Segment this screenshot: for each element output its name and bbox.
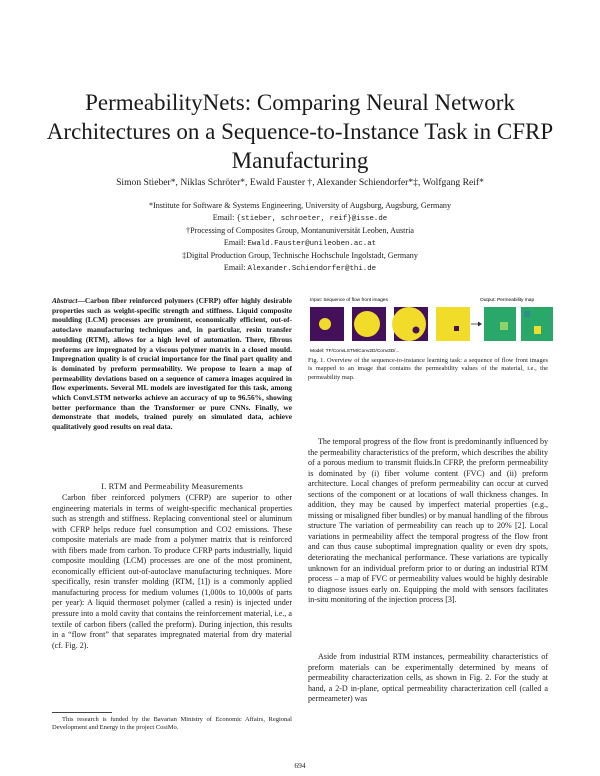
paper-title: PermeabilityNets: Comparing Neural Network Architectures on a Sequence-to-Instance Task in CFRP Manufacturing (46, 90, 554, 173)
email-2: Ewald.Fauster@unileoben.ac.at (247, 239, 377, 248)
abstract (52, 296, 292, 432)
footnote-rule (52, 712, 112, 713)
affiliation-2: †Processing of Composites Group, Montanuniversität Leoben, Austria (186, 226, 414, 236)
figure-1 (308, 294, 556, 356)
affiliation-1: *Institute for Software & Systems Engineering, University of Augsburg, Augsburg, Germany (148, 201, 452, 210)
figure-input-label: Input: Sequence of flow front images (310, 298, 388, 303)
figure-output-label: Output: Permeability map (480, 298, 535, 303)
affiliations (40, 200, 560, 276)
model-arrow-icon (471, 322, 482, 327)
email-label-1: Email: (212, 212, 235, 222)
right-paragraph-2: Aside from industrial RTM instances, permeability characteristics of preform materials can be experimentally determined by means of permeability characterization cells, as shown in Fig. 2. For the study at hand, a 2-D in-plane, optical permeability characterization cell (called a permeameter) was (308, 652, 548, 704)
page-number: 694 (294, 761, 306, 770)
email-line-1 (40, 212, 560, 226)
flow-front-frame-2 (352, 307, 386, 341)
email-3: Alexander.Schiendorfer@thi.de (247, 264, 377, 273)
email-label-2: Email: (223, 237, 246, 247)
figure-model-label: Model: TF/ConvLSTM/Conv2D/Conv3D/... (310, 349, 400, 354)
flow-front-frame-3 (392, 307, 428, 341)
permeability-map-1 (484, 307, 516, 341)
abstract-label: Abstract (52, 296, 78, 305)
abstract-text: —Carbon fiber reinforced polymers (CFRP) offer highly desirable properties such as weight-specific strength and stiffness. Liquid composite moulding (LCM) processes are prominent, economically efficient, out-of-autoclave manufacturing techniques and, in particular, resin transfer moulding (RTM), allows for a high level of automation. There, fibrous preforms are impregnated by a viscous polymer matrix in a closed mould. Impregnation quality is of crucial importance for the final part quality and is dominated by preform permeability. We propose to learn a map of permeability deviations based on a sequence of camera images acquired in flow experiments. Several ML models are investigated for this task, among which ConvLSTM networks achieve an accuracy of up to 96.56%, showing better performance than the Transformer or pure CNNs. Finally, we demonstrate that models, trained purely on simulated data, achieve qualitatively good results on real data. (52, 296, 292, 432)
author-list: Simon Stieber*, Niklas Schröter*, Ewald Fauster †, Alexander Schiendorfer*‡, Wolfgang Reif* (116, 177, 484, 188)
email-label-3: Email: (223, 262, 246, 272)
figure-caption: Fig. 1. Overview of the sequence-to-instance learning task: a sequence of flow front images is mapped to an image that contains the permeability values of the material, i.e., the permeability map. (308, 357, 548, 381)
section-heading: I. RTM and Permeability Measurements (101, 482, 243, 491)
email-1: {stieber, schroeter, reif}@isse.de (236, 214, 388, 223)
flow-front-frame-1 (310, 307, 344, 341)
right-paragraph-1: The temporal progress of the flow front is predominantly influenced by the permeability characteristics of the preform, which describes the ability of a porous medium to transmit fluids.In CFRP, the preform permeability is dominated by (i) fiber volume content (FVC) and (ii) preform architecture. Local changes of preform permeability can occur at curved sections of the component or at locations of wall thickness changes. In addition, they may be caused by imperfect material properties (e.g., missing or misaligned fiber bundles) or by manual handling of the fibrous structure The variation of permeability can reach up to 20% [2]. Local variations in permeability affect the temporal progress of the flow front and can thus cause suboptimal impregnation quality or even dry spots, deteriorating the mechanical performance. These variations are typically unknown for an individual preform prior to or during an industrial RTM process – a map of FVC or permeability values would be highly desirable to diagnose issues early on. Equipping the mold with sensors facilitates in-situ monitoring of the injection process [3]. (308, 437, 548, 605)
affiliation-3: ‡Digital Production Group, Technische Hochschule Ingolstadt, Germany (182, 251, 418, 261)
email-line-3 (40, 262, 560, 276)
footnote: This research is funded by the Bavarian Ministry of Economic Affairs, Regional Development and Energy in the project CosiMo. (52, 716, 292, 732)
email-line-2 (40, 237, 560, 251)
section1-paragraph: Carbon fiber reinforced polymers (CFRP) are superior to other engineering materials in terms of weight-specific mechanical properties such as strength and stiffness. Replacing conventional steel or aluminum with CFRP helps reduce fuel consumption and CO2 emissions. These composite materials are made from a polymer matrix that is reinforced with fibers made from carbon. To produce CFRP parts industrially, liquid composite moulding (LCM) processes are one of the most prominent, economically efficient out-of-autoclave manufacturing techniques. More specifically, resin transfer molding (RTM, [1]) is a commonly applied manufacturing process for medium volumes (1,000s to 10,000s of parts per year): A liquid thermoset polymer (called a resin) is injected under pressure into a mold cavity that contains the reinforcement material, i.e., a textile of carbon fibers (called the preform). During injection, this results in a “flow front” that separates impregnated material from dry material (cf. Fig. 2). (52, 493, 292, 650)
flow-front-frame-4 (436, 307, 470, 341)
permeability-map-2 (521, 307, 553, 341)
